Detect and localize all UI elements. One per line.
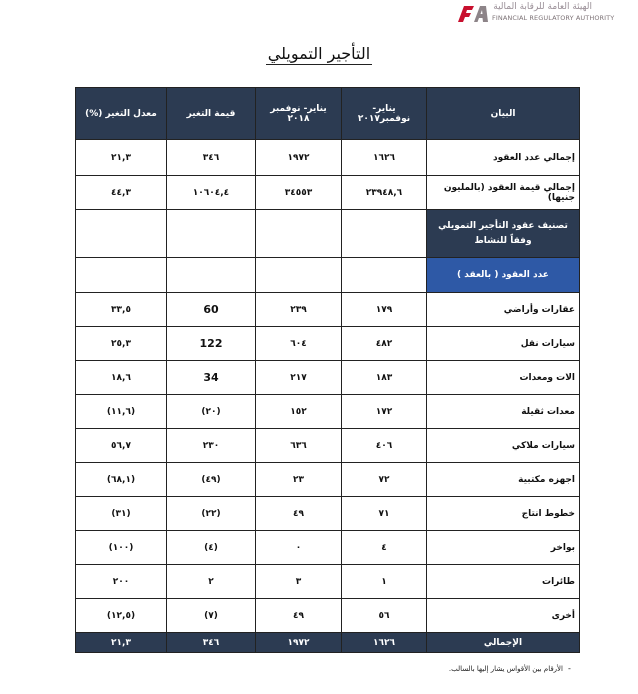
row-label: إجمالي قيمة العقود (بالمليون جنيها): [427, 176, 580, 210]
cell-2018: ٣: [256, 565, 342, 599]
column-header: معدل التغير (%): [76, 88, 167, 140]
empty-cell: [76, 210, 167, 258]
section-row: [76, 210, 580, 258]
cell-2017: ٧٢: [342, 463, 427, 497]
cell-rate: (٣١): [76, 497, 167, 531]
cell-2017: ٧١: [342, 497, 427, 531]
table-row: [76, 565, 580, 599]
table-row: [76, 140, 580, 176]
empty-cell: [256, 210, 342, 258]
table-row: [76, 497, 580, 531]
cell-change: (٧): [167, 599, 256, 633]
row-label: بواخر: [427, 531, 580, 565]
cell-rate: (١٢,٥): [76, 599, 167, 633]
cell-2018: ٢١٧: [256, 361, 342, 395]
empty-cell: [167, 210, 256, 258]
cell-2018: ١٩٧٢: [256, 140, 342, 176]
cell-change: 122: [167, 327, 256, 361]
table-row: [76, 395, 580, 429]
cell-change: 60: [167, 293, 256, 327]
cell-rate: ٤٤,٣: [76, 176, 167, 210]
page-title: التأجير التمويلي: [267, 44, 371, 63]
cell-2018: ٢٣٩: [256, 293, 342, 327]
row-label: اجهزه مكتبية: [427, 463, 580, 497]
cell-change: ٢: [167, 565, 256, 599]
cell-change: 34: [167, 361, 256, 395]
row-label: سيارات ملاكي: [427, 429, 580, 463]
total-change: ٣٤٦: [167, 633, 256, 653]
column-header: يناير- نوفمبر٢٠١٧: [342, 88, 427, 140]
table-row: [76, 429, 580, 463]
row-label: الات ومعدات: [427, 361, 580, 395]
table-row: [76, 293, 580, 327]
footnote-bullet: -: [568, 664, 571, 673]
empty-cell: [167, 258, 256, 293]
row-label: معدات ثقيلة: [427, 395, 580, 429]
cell-rate: ٢٠٠: [76, 565, 167, 599]
row-label: عقارات وأراضي: [427, 293, 580, 327]
fra-logo: [456, 2, 615, 24]
table-row: [76, 327, 580, 361]
cell-change: ٣٤٦: [167, 140, 256, 176]
cell-2017: ٤: [342, 531, 427, 565]
empty-cell: [342, 210, 427, 258]
cell-change: ١٠٦٠٤,٤: [167, 176, 256, 210]
cell-rate: (٦٨,١): [76, 463, 167, 497]
table-header-row: [76, 88, 580, 140]
cell-2017: ١٨٣: [342, 361, 427, 395]
section-label: تصنيف عقود التأجير التمويلي وفقاً للنشاط: [427, 210, 580, 258]
cell-2018: ١٥٢: [256, 395, 342, 429]
cell-2018: ٦٣٦: [256, 429, 342, 463]
leasing-table: [75, 87, 580, 653]
logo-english-name: FINANCIAL REGULATORY AUTHORITY: [492, 14, 615, 22]
empty-cell: [342, 258, 427, 293]
cell-2018: ٢٣: [256, 463, 342, 497]
total-row: [76, 633, 580, 653]
row-label: إجمالي عدد العقود: [427, 140, 580, 176]
total-2017: ١٦٢٦: [342, 633, 427, 653]
empty-cell: [76, 258, 167, 293]
cell-change: (٢٠): [167, 395, 256, 429]
subsection-label: عدد العقود ( بالعقد ): [427, 258, 580, 293]
table-row: [76, 531, 580, 565]
cell-2018: ٣٤٥٥٣: [256, 176, 342, 210]
cell-change: (٤): [167, 531, 256, 565]
logo-arabic-name: الهيئة العامة للرقابة المالية: [493, 2, 592, 12]
cell-2017: ١٦٢٦: [342, 140, 427, 176]
subsection-row: [76, 258, 580, 293]
table-row: [76, 599, 580, 633]
empty-cell: [256, 258, 342, 293]
cell-2017: ١: [342, 565, 427, 599]
cell-2017: ١٧٢: [342, 395, 427, 429]
cell-2017: ٤٠٦: [342, 429, 427, 463]
column-header: قيمة التغير: [167, 88, 256, 140]
row-label: خطوط انتاج: [427, 497, 580, 531]
cell-change: ٢٣٠: [167, 429, 256, 463]
cell-rate: ٥٦,٧: [76, 429, 167, 463]
cell-2018: ٦٠٤: [256, 327, 342, 361]
total-label: الإجمالي: [427, 633, 580, 653]
column-header: البيان: [427, 88, 580, 140]
table-row: [76, 361, 580, 395]
table-row: [76, 463, 580, 497]
cell-2018: ٤٩: [256, 497, 342, 531]
row-label: طائرات: [427, 565, 580, 599]
cell-rate: ٢١,٣: [76, 140, 167, 176]
cell-change: (٤٩): [167, 463, 256, 497]
cell-2018: ٠: [256, 531, 342, 565]
cell-2017: ٥٦: [342, 599, 427, 633]
column-header: يناير- نوفمبر ٢٠١٨: [256, 88, 342, 140]
fra-logo-icon: [456, 4, 490, 24]
cell-rate: (١٠٠): [76, 531, 167, 565]
cell-2017: ٤٨٢: [342, 327, 427, 361]
row-label: سيارات نقل: [427, 327, 580, 361]
cell-2017: ٢٣٩٤٨,٦: [342, 176, 427, 210]
cell-2018: ٤٩: [256, 599, 342, 633]
cell-rate: ٢٥,٣: [76, 327, 167, 361]
row-label: أخرى: [427, 599, 580, 633]
cell-rate: ٣٣,٥: [76, 293, 167, 327]
cell-rate: (١١,٦): [76, 395, 167, 429]
total-2018: ١٩٧٢: [256, 633, 342, 653]
total-rate: ٢١,٣: [76, 633, 167, 653]
footnote: الأرقام بين الأقواس يشار إليها بالسالب.: [448, 665, 563, 673]
cell-rate: ١٨,٦: [76, 361, 167, 395]
cell-2017: ١٧٩: [342, 293, 427, 327]
cell-change: (٢٢): [167, 497, 256, 531]
table-row: [76, 176, 580, 210]
